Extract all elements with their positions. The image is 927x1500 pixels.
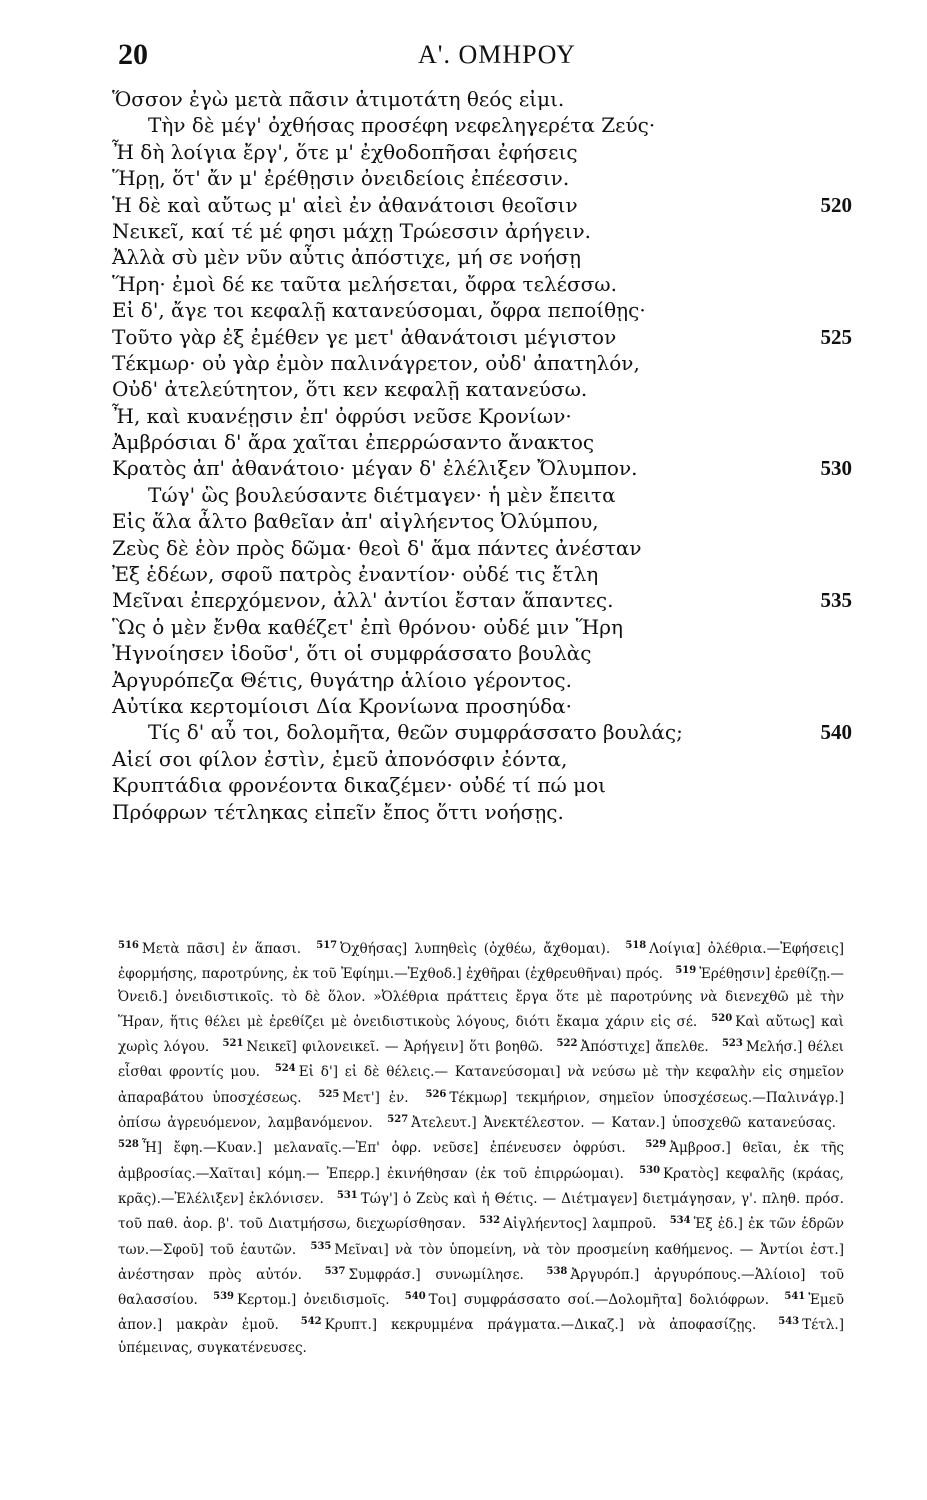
footnote-text: Ἐμεῦ ἀπον.] μακρὰν ἐμοῦ. — [118, 1292, 844, 1334]
poem-text — [112, 86, 852, 825]
verse-text: Ὅσσον ἐγὼ μετὰ πᾶσιν ἀτιμοτάτη θεός εἰμι. — [112, 87, 565, 111]
verse-line — [112, 535, 852, 561]
footnote-text: Μετὰ πᾶσι] ἐν ἅπασι. — [141, 941, 302, 957]
verse-text: Ἡ δὲ καὶ αὔτως μ' αἰεὶ ἐν ἀθανάτοισι θεοῖσιν — [112, 192, 578, 217]
verse-line — [112, 693, 852, 719]
footnote-ref: 526 — [425, 1088, 447, 1100]
verse-text: Αὐτίκα κερτομίοισι Δία Κρονίωνα προσηύδα· — [112, 693, 573, 718]
footnote — [118, 941, 309, 957]
footnote-ref: 535 — [310, 1240, 332, 1252]
verse-line — [112, 403, 852, 429]
verse-text: Ἀλλὰ σὺ μὲν νῦν αὖτις ἀπόστιχε, μή σε νοήσῃ — [112, 245, 582, 270]
verse-line — [112, 324, 852, 350]
footnote — [316, 941, 618, 957]
verse-line — [112, 86, 852, 112]
verse-line — [112, 112, 852, 138]
verse-text: Ἀργυρόπεζα Θέτις, θυγάτηρ ἁλίοιο γέροντος. — [112, 667, 572, 692]
footnote-text: Τέκμωρ] τεκμήριον, σημεῖον ὑποσχέσεως.—Παλινάγρ.] ὀπίσω ἀγρευόμενον, λαμβανόμενον. — [118, 1089, 844, 1132]
verse-text: Τώγ' ὣς βουλεύσαντε διέτμαγεν· ἡ μὲν ἔπειτα — [148, 482, 616, 507]
verse-text: Ἠγνοίησεν ἰδοῦσ', ὅτι οἱ συμφράσσατο βουλὰς — [112, 641, 592, 666]
footnote-text: Εἰ δ'] εἰ δὲ θέλεις.— Κατανεύσομαι] νὰ νεύσω μὲ τὴν κεφαλὴν εἰς σημεῖον ἀπαραβάτου ὑποσχέσεως. — [118, 1064, 845, 1106]
verse-text: Κρατὸς ἀπ' ἀθανάτοιο· μέγαν δ' ἐλέλιξεν Ὄλυμπον. — [112, 456, 638, 481]
footnote-text: Αἰγλήεντος] λαμπροῦ. — [503, 1216, 657, 1233]
footnote-ref: 532 — [479, 1215, 501, 1227]
verse-line — [112, 218, 852, 244]
footnote-ref: 519 — [675, 965, 697, 977]
verse-line — [112, 719, 852, 745]
verse-text: Τοῦτο γὰρ ἐξ ἐμέθεν γε μετ' ἀθανάτοισι μέγιστον — [112, 324, 617, 349]
line-number: 520 — [820, 192, 852, 217]
verse-line — [112, 482, 852, 508]
verse-line — [112, 139, 852, 165]
footnote-ref: 517 — [316, 940, 338, 951]
footnote-text: Ἐξ ἑδ.] ἐκ τῶν ἑδρῶν των.—Σφοῦ] τοῦ ἑαυτῶν. — [118, 1216, 845, 1258]
footnote-ref: 529 — [645, 1139, 667, 1151]
footnote — [223, 1039, 552, 1055]
footnote-ref: 543 — [778, 1316, 800, 1328]
verse-line — [112, 376, 852, 402]
footnote-ref: 538 — [546, 1265, 568, 1277]
verse-text: Ζεὺς δὲ ἑὸν πρὸς δῶμα· θεοὶ δ' ἅμα πάντες ἀνέσταν — [112, 535, 642, 560]
footnote-ref: 524 — [274, 1063, 296, 1075]
footnote-ref: 518 — [625, 940, 647, 951]
footnotes — [118, 935, 844, 1359]
verse-line — [112, 799, 852, 825]
footnote-text: Τοι] συμφράσσατο σοί.—Δολομῆτα] δολιόφρων. — [428, 1292, 770, 1309]
verse-text: Ἀμβρόσιαι δ' ἄρα χαῖται ἐπερρώσαντο ἄνακτος — [112, 430, 595, 455]
verse-line — [112, 271, 852, 297]
verse-text: Ἦ δὴ λοίγια ἔργ', ὅτε μ' ἐχθοδοπῆσαι ἐφήσεις — [112, 139, 578, 164]
line-number: 540 — [820, 720, 852, 745]
footnote-text: Συμφράσ.] συνωμίλησε. — [348, 1266, 524, 1283]
footnote-ref: 522 — [556, 1038, 578, 1050]
verse-text: Πρόφρων τέτληκας εἰπεῖν ἔπος ὅττι νοήσῃς. — [112, 799, 564, 824]
footnote-text: Μετ'] ἐν. — [342, 1089, 409, 1106]
footnote — [118, 1140, 634, 1156]
verse-text: Εἰ δ', ἄγε τοι κεφαλῇ κατανεύσομαι, ὄφρα πεποίθῃς· — [112, 298, 646, 323]
footnote-ref: 542 — [300, 1316, 322, 1328]
line-number: 530 — [820, 456, 852, 481]
line-number: 525 — [820, 324, 852, 349]
verse-line — [112, 772, 852, 798]
verse-line — [112, 192, 852, 218]
line-number: 535 — [820, 588, 852, 613]
verse-line — [112, 297, 852, 323]
footnote-ref: 530 — [639, 1164, 661, 1176]
verse-text: Ἥρη· ἐμοὶ δέ κε ταῦτα μελήσεται, ὄφρα τελέσσω. — [112, 271, 617, 296]
footnote-ref: 537 — [324, 1265, 346, 1277]
footnote — [318, 1090, 416, 1106]
verse-line — [112, 165, 852, 191]
verse-text: Ὣς ὁ μὲν ἔνθα καθέζετ' ἐπὶ θρόνου· οὐδέ μιν Ἥρη — [112, 614, 623, 639]
footnote-text: Λοίγια] ὀλέθρια.—Ἐφήσεις] ἐφορμήσης, παροτρύνης, ἐκ τοῦ Ἐφίημι.—Ἐχθοδ.] ἐχθῆραι (ἐχθρευθῆναι) πρός. — [118, 941, 845, 983]
verse-text: Τὴν δὲ μέγ' ὀχθήσας προσέφη νεφεληγερέτα Ζεύς· — [148, 113, 656, 138]
footnote-text: Ἐρέθῃσιν] ἐρεθίζῃ.—Ὀνειδ.] ὀνειδιστικοῖς. τὸ δὲ ὅλον. »Ὀλέθρια πράττεις ἔργα ὅτε μὲ παροτρύνης νὰ διενεχθῶ μὲ τὴν Ἥραν, ἥτις θέλει μὲ ἐρεθίζει μὲ ὀνειδιστικοὺς λόγους, διότι ἔκαμα χάριν εἰς σέ. — [118, 966, 845, 1030]
verse-text: Ἦ, καὶ κυανέῃσιν ἐπ' ὀφρύσι νεῦσε Κρονίων· — [112, 403, 572, 428]
verse-line — [112, 640, 852, 666]
footnote — [301, 1317, 765, 1333]
page-number: 20 — [118, 38, 148, 71]
footnote — [479, 1216, 664, 1232]
footnote-ref: 540 — [404, 1291, 426, 1303]
footnote-text: Κρατὸς] κεφαλῆς (κράας, κρᾶς).—Ἐλέλιξεν] ἐκλόνισεν. — [118, 1165, 844, 1207]
verse-text: Κρυπτάδια φρονέοντα δικαζέμεν· οὐδέ τί πώ μοι — [112, 773, 607, 798]
verse-text: Νεικεῖ, καί τέ μέ φησι μάχῃ Τρώεσσιν ἀρήγειν. — [112, 218, 591, 243]
footnote-ref: 523 — [721, 1038, 743, 1050]
page-header — [118, 38, 818, 78]
verse-line — [112, 667, 852, 693]
footnote-text: Καὶ αὔτως] καὶ χωρὶς λόγου. — [118, 1013, 845, 1056]
footnote-ref: 527 — [387, 1114, 409, 1126]
footnote-ref: 528 — [118, 1139, 139, 1151]
footnote-text: Ὀχθήσας] λυπηθεὶς (ὀχθέω, ἄχθομαι). — [340, 941, 611, 957]
footnote-text: Μελήσ.] θέλει εἶσθαι φροντίς μου. — [118, 1039, 844, 1081]
verse-line — [112, 350, 852, 376]
verse-text: Οὐδ' ἀτελεύτητον, ὅτι κεν κεφαλῇ κατανεύσω. — [112, 377, 588, 402]
verse-line — [112, 614, 852, 640]
footnote-text: Κερτομ.] ὀνειδισμοῖς. — [236, 1292, 390, 1309]
verse-line — [112, 746, 852, 772]
verse-line — [112, 587, 852, 613]
verse-line — [112, 508, 852, 534]
verse-text: Μεῖναι ἐπερχόμενον, ἀλλ' ἀντίοι ἔσταν ἅπαντες. — [112, 588, 614, 613]
footnote-text: Ἀπόστιχε] ἄπελθε. — [580, 1039, 709, 1056]
footnote-ref: 521 — [222, 1038, 244, 1050]
footnote-ref: 539 — [213, 1291, 234, 1303]
footnote-text: Νεικεῖ] φιλονεικεῖ. — Ἀρήγειν] ὅτι βοηθῶ. — [246, 1039, 544, 1056]
footnote-ref: 541 — [784, 1291, 806, 1303]
footnote — [325, 1267, 532, 1283]
footnote-text: Τέτλ.] ὑπέμεινας, συγκατένευσες. — [118, 1317, 844, 1356]
footnote-ref: 516 — [118, 940, 139, 951]
footnote-ref: 531 — [336, 1189, 358, 1201]
footnote — [213, 1292, 397, 1308]
verse-text: Τέκμωρ· οὐ γὰρ ἐμὸν παλινάγρετον, οὐδ' ἀπατηλόν, — [112, 350, 640, 375]
verse-text: Τίς δ' αὖ τοι, δολομῆτα, θεῶν συμφράσσατο βουλάς; — [148, 720, 683, 745]
verse-text: Ἥρῃ, ὅτ' ἄν μ' ἐρέθῃσιν ὀνειδείοις ἐπέεσσιν. — [112, 166, 570, 191]
verse-line — [112, 429, 852, 455]
footnote-text: Τώγ'] ὁ Ζεὺς καὶ ἡ Θέτις. — Διέτμαγεν] διετμάγησαν, γ'. πληθ. πρόσ. τοῦ παθ. ἀορ. β'. τοῦ Διατμήσσω, διεχωρίσθησαν. — [118, 1190, 844, 1233]
footnote-ref: 520 — [711, 1012, 733, 1024]
verse-text: Ἐξ ἑδέων, σφοῦ πατρὸς ἐναντίον· οὐδέ τις ἔτλη — [112, 562, 599, 587]
verse-line — [112, 244, 852, 270]
footnote-ref: 534 — [669, 1215, 691, 1227]
footnote — [387, 1115, 844, 1131]
footnote-text: Ἀτελευτ.] Ἀνεκτέλεστον. — Καταν.] ὑποσχεθῶ κατανεύσας. — [411, 1115, 836, 1132]
running-title: Α'. ΟΜΗΡΟΥ — [418, 40, 576, 69]
footnote — [557, 1039, 717, 1055]
footnote-text: Ἀργυρόπ.] ἀργυρόπους.—Ἁλίοιο] τοῦ θαλασσίου. — [118, 1266, 844, 1309]
verse-line — [112, 455, 852, 481]
footnote-text: Ἀμβροσ.] θεῖαι, ἐκ τῆς ἀμβροσίας.—Χαῖται] κόμη.— Ἐπερρ.] ἐκινήθησαν (ἐκ τοῦ ἐπιρρώομαι). — [118, 1140, 844, 1182]
footnote-ref: 525 — [318, 1088, 340, 1100]
footnote-text: Μεῖναι] νὰ τὸν ὑπομείνη, νὰ τὸν προσμείνη καθήμενος. — Ἀντίοι ἐστ.] ἀνέστησαν πρὸς αὐτόν. — [118, 1241, 845, 1283]
footnote-text: Ἦ] ἔφη.—Κυαν.] μελαναῖς.—Ἐπ' ὀφρ. νεῦσε] ἐπένευσεν ὀφρύσι. — [141, 1140, 626, 1157]
verse-text: Εἰς ἅλα ἆλτο βαθεῖαν ἀπ' αἰγλήεντος Ὀλύμπου, — [112, 509, 599, 534]
footnote — [405, 1292, 777, 1308]
verse-line — [112, 561, 852, 587]
verse-text: Αἰεί σοι φίλον ἐστὶν, ἐμεῦ ἀπονόσφιν ἐόντα, — [112, 746, 568, 771]
footnote-text: Κρυπτ.] κεκρυμμένα πράγματα.—Δικαζ.] νὰ ἀποφασίζῃς. — [324, 1317, 757, 1334]
